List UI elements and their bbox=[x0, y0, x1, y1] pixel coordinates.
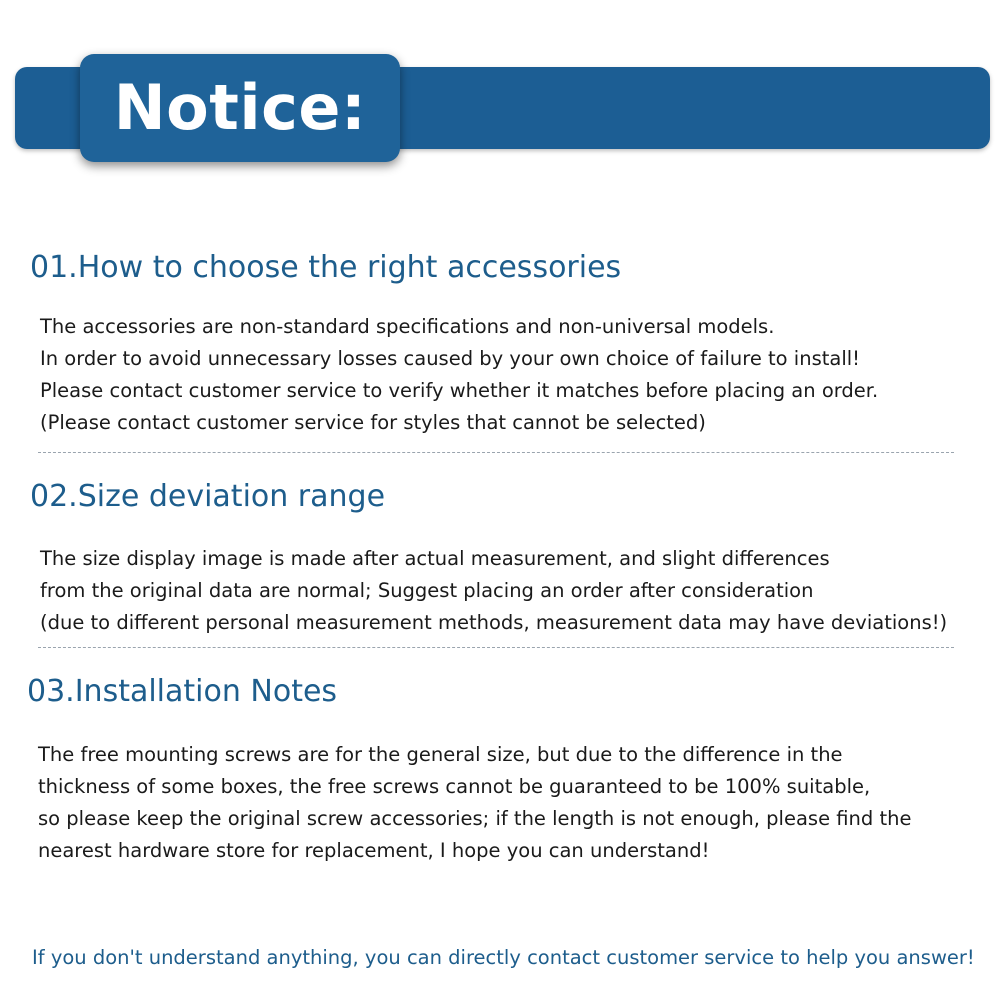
section-2-body bbox=[40, 543, 947, 639]
footer-contact-note: If you don't understand anything, you can directly contact customer service to help you answer! bbox=[32, 946, 975, 969]
section-1-line: (Please contact customer service for styles that cannot be selected) bbox=[40, 411, 706, 434]
section-3-line: nearest hardware store for replacement, I hope you can understand! bbox=[38, 839, 710, 862]
section-2-line: The size display image is made after actual measurement, and slight differences bbox=[40, 547, 830, 570]
section-1-line: The accessories are non-standard specifications and non-universal models. bbox=[40, 315, 775, 338]
section-2-line: from the original data are normal; Suggest placing an order after consideration bbox=[40, 579, 814, 602]
section-2-heading: 02.Size deviation range bbox=[30, 479, 386, 514]
section-3-body bbox=[38, 739, 912, 867]
section-1-line: In order to avoid unnecessary losses caused by your own choice of failure to install! bbox=[40, 347, 860, 370]
notice-title: Notice: bbox=[113, 71, 367, 144]
section-3-heading: 03.Installation Notes bbox=[27, 674, 338, 709]
notice-banner-tab bbox=[80, 54, 400, 162]
section-3-line: so please keep the original screw accessories; if the length is not enough, please find the bbox=[38, 807, 912, 830]
section-1-body bbox=[40, 311, 878, 439]
section-divider bbox=[38, 452, 954, 453]
section-2-line: (due to different personal measurement methods, measurement data may have deviations!) bbox=[40, 611, 948, 634]
section-3-line: The free mounting screws are for the general size, but due to the difference in the bbox=[38, 743, 843, 766]
section-3-line: thickness of some boxes, the free screws cannot be guaranteed to be 100% suitable, bbox=[38, 775, 871, 798]
section-1-line: Please contact customer service to verify whether it matches before placing an order. bbox=[40, 379, 879, 402]
section-divider bbox=[38, 647, 954, 648]
section-1-heading: 01.How to choose the right accessories bbox=[30, 250, 622, 285]
